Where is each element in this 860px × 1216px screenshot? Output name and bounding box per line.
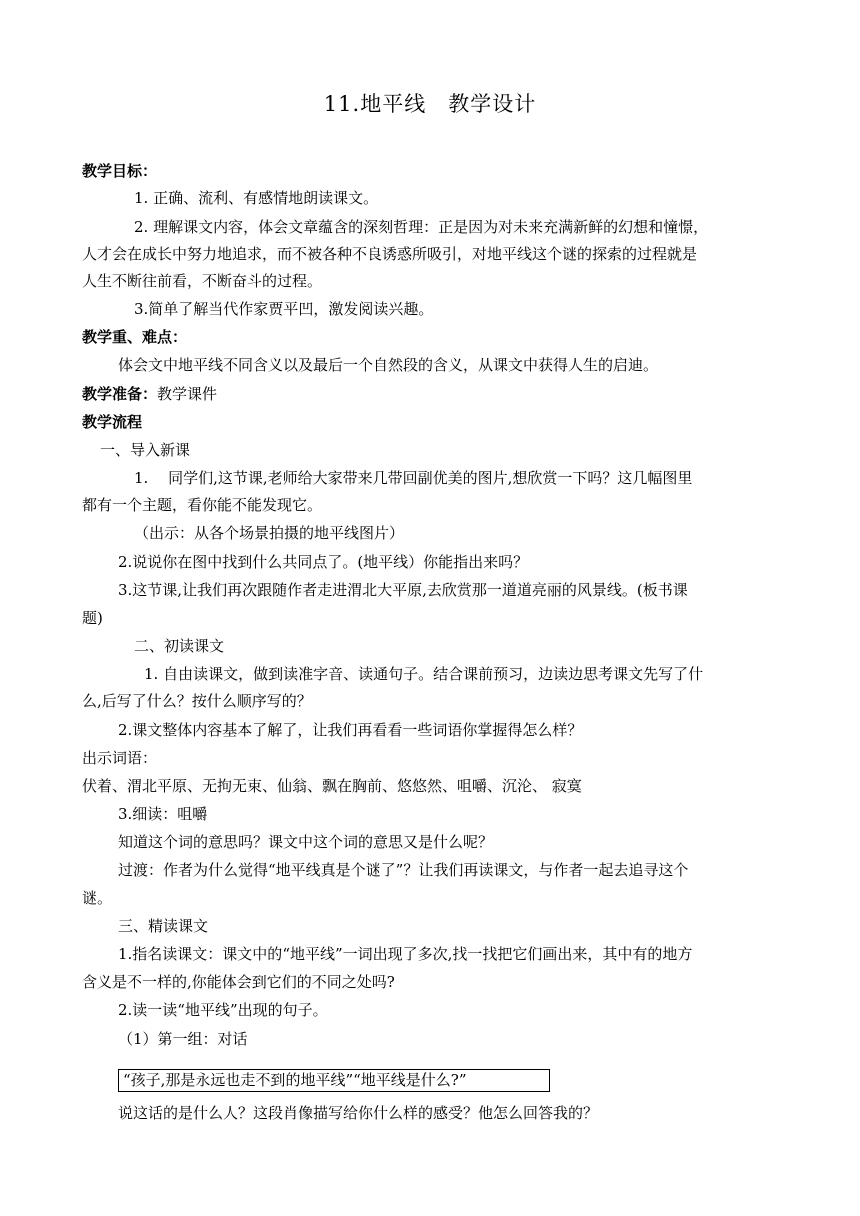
key-points-text: 体会文中地平线不同含义以及最后一个自然段的含义，从课文中获得人生的启迪。 — [118, 356, 659, 374]
section-3-item-2: 2.读一读“地平线”出现的句子。 — [118, 1001, 328, 1019]
section-1-item-2: 2.说说你在图中找到什么共同点了。(地平线）你能指出来吗？ — [118, 553, 529, 571]
objective-2-cont: 人才会在成长中努力地追求，而不被各种不良诱惑所吸引，对地平线这个谜的探索的过程就是 — [82, 245, 698, 263]
section-1-item-1: 1. 同学们,这节课,老师给大家带来几带回副优美的图片,想欣赏一下吗？这几幅图里 — [134, 469, 693, 487]
section-2-item-1: 1. 自由读课文，做到读准字音、读通句子。结合课前预习，边读边思考课文先写了什 — [144, 665, 704, 683]
section-1-item-3: 3.这节课,让我们再次跟随作者走进渭北大平原,去欣赏那一道道亮丽的风景线。(板书课 — [118, 581, 688, 599]
section-2-transition: 过渡：作者为什么觉得“地平线真是个谜了”？让我们再读课文，与作者一起去追寻这个 — [118, 861, 689, 879]
preparation-text: 教学课件 — [157, 385, 218, 403]
heading-preparation: 教学准备： — [82, 385, 158, 403]
section-2-words: 伏着、渭北平原、无拘无束、仙翁、飘在胸前、悠悠然、咀嚼、沉沦、 寂寞 — [82, 777, 582, 795]
heading-objectives: 教学目标： — [82, 162, 158, 180]
section-3-question: 说这话的是什么人？这段肖像描写给你什么样的感受？他怎么回答我的？ — [118, 1104, 599, 1122]
heading-process: 教学流程 — [82, 413, 143, 431]
section-1-heading: 一、导入新课 — [100, 441, 191, 459]
objective-2: 2. 理解课文内容，体会文章蕴含的深刻哲理：正是因为对未来充满新鲜的幻想和憧憬， — [134, 218, 709, 236]
section-1-note: （出示：从各个场景拍摄的地平线图片） — [134, 524, 405, 542]
objective-1: 1. 正确、流利、有感情地朗读课文。 — [134, 189, 379, 207]
section-2-words-label: 出示词语： — [82, 749, 158, 767]
heading-key-points: 教学重、难点： — [82, 328, 188, 346]
section-3-heading: 三、精读课文 — [118, 917, 209, 935]
objective-2-cont: 人生不断往前看，不断奋斗的过程。 — [82, 272, 323, 290]
document-title: 11.地平线 教学设计 — [323, 92, 537, 116]
section-1-item-1-cont: 都有一个主题，看你能不能发现它。 — [82, 496, 323, 514]
section-2-transition-cont: 谜。 — [82, 889, 113, 907]
quote-box: “孩子,那是永远也走不到的地平线”“地平线是什么?” — [118, 1069, 550, 1092]
section-2-question: 知道这个词的意思吗？课文中这个词的意思又是什么呢？ — [118, 833, 494, 851]
section-3-group-1: （1）第一组：对话 — [118, 1030, 248, 1048]
section-1-item-3-cont: 题) — [82, 609, 103, 627]
section-2-heading: 二、初读课文 — [134, 637, 225, 655]
section-2-item-1-cont: 么,后写了什么？按什么顺序写的？ — [82, 692, 312, 710]
section-3-item-1: 1.指名读课文：课文中的“地平线”一词出现了多次,找一找把它们画出来，其中有的地方 — [118, 945, 693, 963]
objective-3: 3.简单了解当代作家贾平凹，激发阅读兴趣。 — [134, 300, 434, 318]
section-3-item-1-cont: 含义是不一样的,你能体会到它们的不同之处吗? — [82, 973, 395, 991]
preparation-row — [82, 384, 217, 404]
section-2-item-3: 3.细读：咀嚼 — [118, 805, 208, 823]
section-2-item-2: 2.课文整体内容基本了解了，让我们再看看一些词语你掌握得怎么样？ — [118, 721, 583, 739]
